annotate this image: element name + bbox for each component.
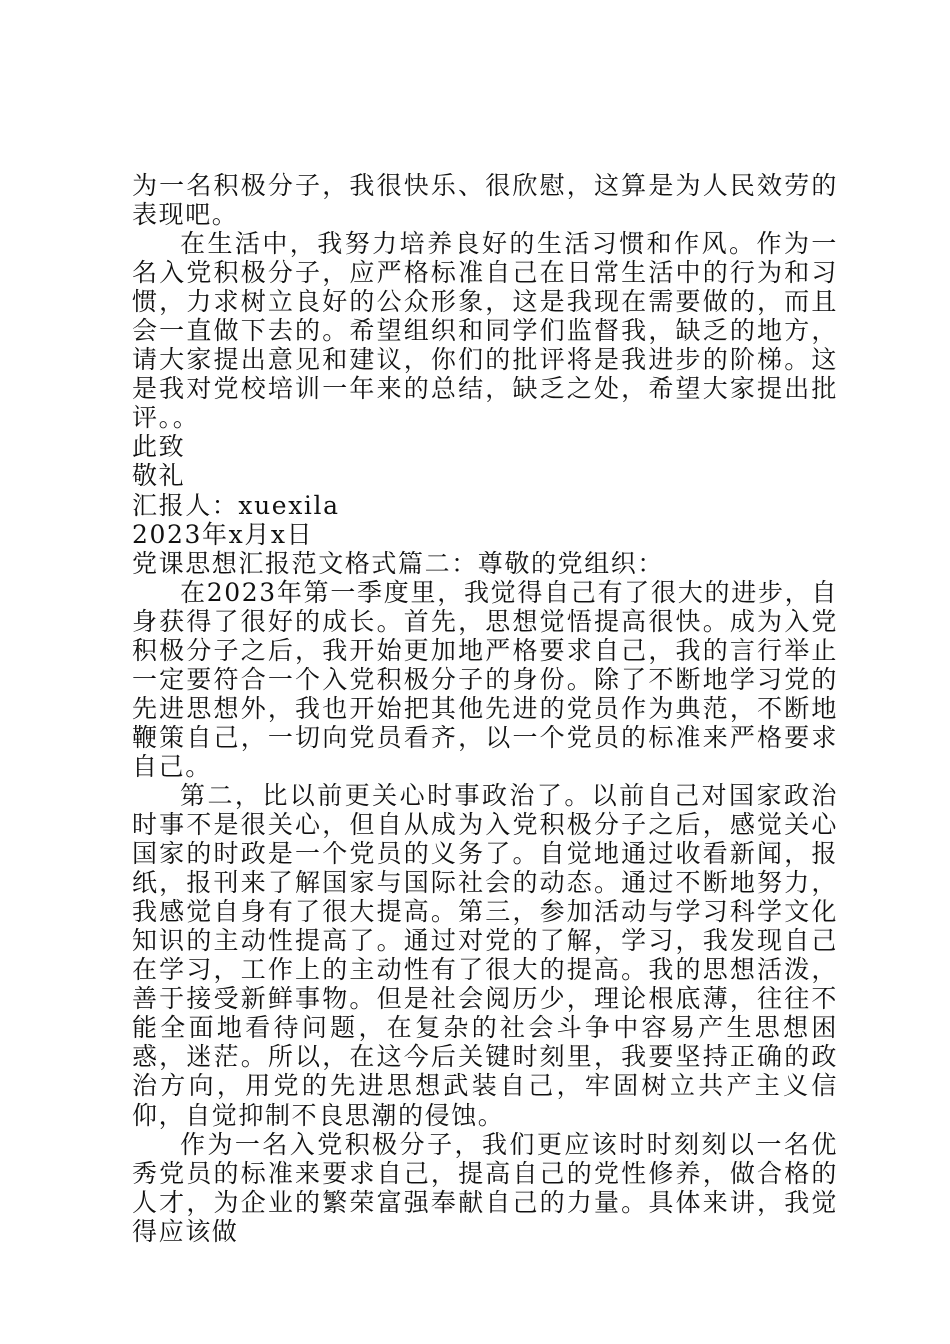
section-heading: 党课思想汇报范文格式篇二：尊敬的党组织： (132, 548, 665, 578)
paragraph-first-quarter: 在2023年第一季度里，我觉得自己有了很大的进步，自身获得了很好的成长。首先，思想觉悟提高很快。成为入党积极分子之后，我开始更加地严格要求自己，我的言行举止一定要符合一个入党积极分子的身份。除了不断地学习党的先进思想外，我也开始把其他先进的党员作为典范，不断地鞭策自己，一切向党员看齐，以一个党员的标准来严格要求自己。 (132, 577, 838, 781)
reporter-name: 汇报人：xuexila (132, 490, 340, 520)
closing-regards: 敬礼 (132, 461, 186, 491)
paragraph-standards: 作为一名入党积极分子，我们更应该时时刻刻以一名优秀党员的标准来要求自己，提高自己的党性修养，做合格的人才，为企业的繁荣富强奉献自己的力量。具体来讲，我觉得应该做 (132, 1129, 838, 1246)
paragraph-current-affairs: 第二，比以前更关心时事政治了。以前自己对国家政治时事不是很关心，但自从成为入党积极分子之后，感觉关心国家的时政是一个党员的义务了。自觉地通过收看新闻，报纸，报刊来了解国家与国际社会的动态。通过不断地努力，我感觉自身有了很大提高。第三，参加活动与学习科学文化知识的主动性提高了。通过对党的了解，学习，我发现自己在学习，工作上的主动性有了很大的提高。我的思想活泼，善于接受新鲜事物。但是社会阅历少，理论根底薄，往往不能全面地看待问题，在复杂的社会斗争中容易产生思想困惑，迷茫。所以，在这今后关键时刻里，我要坚持正确的政治方向，用党的先进思想武装自己，牢固树立共产主义信仰，自觉抑制不良思潮的侵蚀。 (132, 780, 838, 1130)
paragraph-continuation: 为一名积极分子，我很快乐、很欣慰，这算是为人民效劳的表现吧。 (132, 171, 838, 230)
paragraph-life-habits: 在生活中，我努力培养良好的生活习惯和作风。作为一名入党积极分子，应严格标准自己在日常生活中的行为和习惯，力求树立良好的公众形象，这是我现在需要做的，而且会一直做下去的。希望组织和同学们监督我，缺乏的地方，请大家提出意见和建议，你们的批评将是我进步的阶梯。这是我对党校培训一年来的总结，缺乏之处，希望大家提出批评。。 (132, 229, 838, 433)
report-date: 2023年x月x日 (132, 519, 314, 549)
document-body (132, 171, 838, 1246)
closing-salutation: 此致 (132, 432, 186, 462)
